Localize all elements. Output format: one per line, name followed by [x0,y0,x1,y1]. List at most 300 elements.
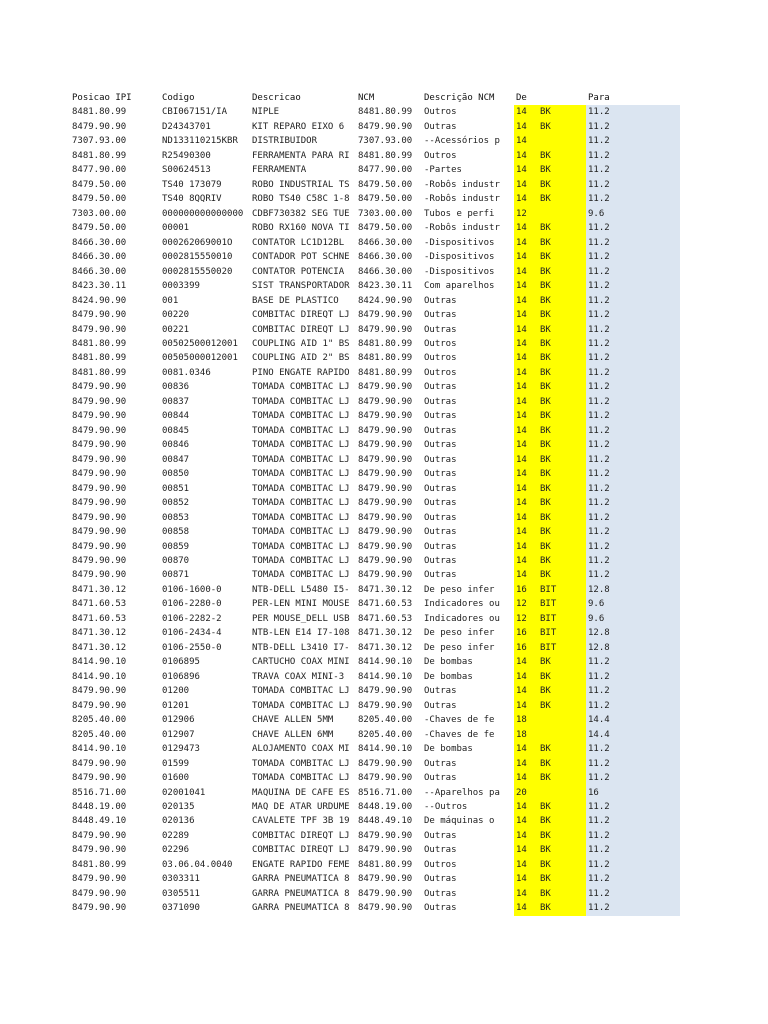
cell-descricao-ncm[interactable]: -Chaves de fe [424,729,495,740]
cell-tipo[interactable]: BK [538,409,588,423]
cell-descricao[interactable]: CARTUCHO COAX MINI [252,657,350,668]
cell-descricao-ncm[interactable]: Outros [424,107,457,118]
cell-de[interactable]: 14 [514,771,540,785]
cell-descricao-ncm[interactable]: Outras [424,454,457,465]
cell-ncm[interactable]: 8466.30.00 [358,266,413,277]
cell-ncm[interactable]: 8466.30.00 [358,237,413,248]
cell-para[interactable]: 11.2 [586,800,680,814]
cell-ncm[interactable]: 7307.93.00 [358,136,413,147]
cell-posicao-ipi[interactable]: 8471.60.53 [72,613,127,624]
cell-descricao-ncm[interactable]: Outras [424,903,457,914]
cell-codigo[interactable]: 0106895 [162,657,200,668]
cell-tipo[interactable]: BK [538,843,588,857]
cell-ncm[interactable]: 8471.60.53 [358,613,413,624]
cell-descricao-ncm[interactable]: Outras [424,425,457,436]
cell-de[interactable]: 14 [514,351,540,365]
cell-para[interactable]: 11.2 [586,453,680,467]
cell-de[interactable]: 14 [514,482,540,496]
cell-de[interactable]: 14 [514,887,540,901]
cell-para[interactable]: 11.2 [586,424,680,438]
cell-posicao-ipi[interactable]: 8424.90.90 [72,295,127,306]
cell-descricao[interactable]: TRAVA COAX MINI-3 [252,671,345,682]
cell-tipo[interactable]: BIT [538,583,588,597]
cell-de[interactable]: 14 [514,250,540,264]
cell-para[interactable]: 11.2 [586,337,680,351]
cell-tipo[interactable]: BK [538,901,588,915]
cell-descricao-ncm[interactable]: Outras [424,498,457,509]
cell-descricao-ncm[interactable]: Outras [424,758,457,769]
cell-tipo[interactable]: BK [538,655,588,669]
cell-descricao[interactable]: TOMADA COMBITAC LJ [252,498,350,509]
cell-de[interactable]: 14 [514,684,540,698]
cell-descricao[interactable]: TOMADA COMBITAC LJ [252,483,350,494]
cell-para[interactable]: 11.2 [586,901,680,915]
cell-tipo[interactable]: BK [538,192,588,206]
cell-descricao-ncm[interactable]: Outras [424,440,457,451]
cell-descricao-ncm[interactable]: Outras [424,686,457,697]
cell-ncm[interactable]: 8479.90.90 [358,570,413,581]
cell-ncm[interactable]: 8481.80.99 [358,150,413,161]
cell-descricao[interactable]: CHAVE ALLEN 6MM [252,729,334,740]
cell-de[interactable]: 14 [514,511,540,525]
cell-descricao-ncm[interactable]: -Robôs industr [424,223,500,234]
cell-para[interactable]: 11.2 [586,525,680,539]
cell-de[interactable]: 14 [514,337,540,351]
cell-para[interactable]: 11.2 [586,829,680,843]
cell-tipo[interactable]: BK [538,525,588,539]
cell-posicao-ipi[interactable]: 8479.90.90 [72,773,127,784]
cell-descricao[interactable]: TOMADA COMBITAC LJ [252,570,350,581]
cell-para[interactable]: 9.6 [586,597,680,611]
cell-descricao[interactable]: NTB-DELL L5480 I5- [252,584,350,595]
cell-posicao-ipi[interactable]: 8414.90.10 [72,657,127,668]
cell-para[interactable]: 11.2 [586,236,680,250]
cell-posicao-ipi[interactable]: 8479.90.90 [72,527,127,538]
cell-posicao-ipi[interactable]: 8205.40.00 [72,729,127,740]
cell-tipo[interactable]: BK [538,568,588,582]
cell-ncm[interactable]: 8479.90.90 [358,773,413,784]
cell-ncm[interactable]: 8471.30.12 [358,584,413,595]
cell-tipo[interactable]: BK [538,742,588,756]
cell-posicao-ipi[interactable]: 8448.49.10 [72,816,127,827]
cell-tipo[interactable]: BK [538,438,588,452]
cell-codigo[interactable]: 0305511 [162,888,200,899]
cell-descricao[interactable]: COUPLING AID 1" BS [252,338,350,349]
cell-de[interactable]: 14 [514,670,540,684]
cell-ncm[interactable]: 8479.90.90 [358,686,413,697]
cell-descricao-ncm[interactable]: Outros [424,338,457,349]
cell-ncm[interactable]: 8479.90.90 [358,527,413,538]
cell-para[interactable]: 11.2 [586,308,680,322]
cell-de[interactable]: 14 [514,467,540,481]
cell-posicao-ipi[interactable]: 8479.50.00 [72,223,127,234]
cell-para[interactable]: 16 [586,786,680,800]
cell-posicao-ipi[interactable]: 8479.90.90 [72,570,127,581]
cell-de[interactable]: 14 [514,236,540,250]
cell-tipo[interactable]: BK [538,323,588,337]
cell-tipo[interactable]: BIT [538,641,588,655]
cell-de[interactable]: 12 [514,612,540,626]
cell-codigo[interactable]: 00844 [162,411,190,422]
cell-posicao-ipi[interactable]: 8471.30.12 [72,584,127,595]
cell-descricao[interactable]: SIST TRANSPORTADOR [252,281,350,292]
cell-codigo[interactable]: 0106896 [162,671,200,682]
cell-descricao-ncm[interactable]: De máquinas o [424,816,495,827]
cell-descricao-ncm[interactable]: -Partes [424,165,462,176]
cell-codigo[interactable]: 01600 [162,773,190,784]
cell-ncm[interactable]: 8479.90.90 [358,324,413,335]
cell-descricao-ncm[interactable]: Outras [424,295,457,306]
cell-descricao[interactable]: TOMADA COMBITAC LJ [252,773,350,784]
cell-de[interactable]: 14 [514,525,540,539]
cell-tipo[interactable]: BK [538,554,588,568]
cell-tipo[interactable]: BK [538,351,588,365]
cell-posicao-ipi[interactable]: 8481.80.99 [72,150,127,161]
cell-descricao-ncm[interactable]: Outros [424,353,457,364]
cell-para[interactable]: 11.2 [586,872,680,886]
cell-ncm[interactable]: 8448.49.10 [358,816,413,827]
cell-ncm[interactable]: 8423.30.11 [358,281,413,292]
cell-codigo[interactable]: 001 [162,295,179,306]
cell-descricao-ncm[interactable]: Outras [424,773,457,784]
cell-descricao[interactable]: FERRAMENTA PARA RI [252,150,350,161]
cell-codigo[interactable]: 02289 [162,830,190,841]
cell-para[interactable]: 11.2 [586,757,680,771]
cell-descricao[interactable]: TOMADA COMBITAC LJ [252,469,350,480]
cell-descricao[interactable]: DISTRIBUIDOR [252,136,318,147]
cell-ncm[interactable]: 8424.90.90 [358,295,413,306]
cell-codigo[interactable]: 00858 [162,527,190,538]
cell-de[interactable]: 14 [514,395,540,409]
cell-posicao-ipi[interactable]: 8481.80.99 [72,859,127,870]
cell-descricao[interactable]: ENGATE RAPIDO FEME [252,859,350,870]
cell-tipo[interactable]: BK [538,279,588,293]
cell-tipo[interactable]: BK [538,250,588,264]
cell-codigo[interactable]: 020136 [162,816,195,827]
cell-para[interactable]: 11.2 [586,279,680,293]
cell-descricao[interactable]: TOMADA COMBITAC LJ [252,758,350,769]
cell-codigo[interactable]: 0106-2280-0 [162,599,222,610]
cell-posicao-ipi[interactable]: 8479.90.90 [72,498,127,509]
cell-ncm[interactable]: 7303.00.00 [358,208,413,219]
cell-ncm[interactable]: 8479.90.90 [358,425,413,436]
cell-tipo[interactable]: BK [538,684,588,698]
cell-ncm[interactable]: 8471.30.12 [358,628,413,639]
header-posicao-ipi[interactable]: Posicao IPI [72,93,132,103]
cell-descricao-ncm[interactable]: De bombas [424,657,473,668]
cell-descricao-ncm[interactable]: De bombas [424,744,473,755]
cell-de[interactable]: 12 [514,207,540,221]
cell-descricao-ncm[interactable]: Outras [424,830,457,841]
cell-para[interactable]: 11.2 [586,655,680,669]
cell-descricao-ncm[interactable]: Outras [424,483,457,494]
cell-posicao-ipi[interactable]: 8479.90.90 [72,830,127,841]
cell-codigo[interactable]: 0003399 [162,281,200,292]
cell-codigo[interactable]: 01200 [162,686,190,697]
cell-codigo[interactable]: 00847 [162,454,190,465]
cell-tipo[interactable] [538,786,588,800]
cell-para[interactable]: 11.2 [586,771,680,785]
cell-ncm[interactable]: 8479.90.90 [358,310,413,321]
cell-codigo[interactable]: 0303311 [162,874,200,885]
cell-de[interactable]: 14 [514,757,540,771]
cell-de[interactable]: 14 [514,901,540,915]
cell-codigo[interactable]: 00850 [162,469,190,480]
cell-posicao-ipi[interactable]: 8479.90.90 [72,874,127,885]
cell-descricao[interactable]: COMBITAC DIREQT LJ [252,324,350,335]
cell-descricao-ncm[interactable]: Outros [424,150,457,161]
cell-codigo[interactable]: S00624513 [162,165,211,176]
cell-de[interactable]: 14 [514,843,540,857]
cell-posicao-ipi[interactable]: 8471.30.12 [72,628,127,639]
cell-descricao-ncm[interactable]: Outras [424,382,457,393]
cell-codigo[interactable]: 00502500012001 [162,338,238,349]
cell-tipo[interactable]: BIT [538,626,588,640]
cell-codigo[interactable]: 0106-1600-0 [162,584,222,595]
cell-descricao[interactable]: NTB-DELL L3410 I7- [252,642,350,653]
cell-posicao-ipi[interactable]: 8414.90.10 [72,744,127,755]
cell-de[interactable]: 12 [514,597,540,611]
cell-tipo[interactable]: BK [538,366,588,380]
cell-tipo[interactable]: BK [538,496,588,510]
cell-para[interactable]: 11.2 [586,395,680,409]
cell-ncm[interactable]: 8479.90.90 [358,845,413,856]
cell-para[interactable]: 11.2 [586,192,680,206]
cell-codigo[interactable]: 0002815550010 [162,252,233,263]
cell-tipo[interactable]: BK [538,337,588,351]
cell-tipo[interactable]: BK [538,265,588,279]
cell-descricao[interactable]: CHAVE ALLEN 5MM [252,715,334,726]
cell-descricao-ncm[interactable]: Outras [424,411,457,422]
cell-para[interactable]: 11.2 [586,568,680,582]
cell-tipo[interactable]: BK [538,858,588,872]
cell-descricao[interactable]: PER MOUSE_DELL USB [252,613,350,624]
cell-descricao[interactable]: TOMADA COMBITAC LJ [252,527,350,538]
cell-descricao[interactable]: COUPLING AID 2" BS [252,353,350,364]
cell-de[interactable]: 14 [514,265,540,279]
cell-posicao-ipi[interactable]: 8479.90.90 [72,483,127,494]
cell-de[interactable]: 14 [514,496,540,510]
cell-de[interactable]: 14 [514,829,540,843]
cell-tipo[interactable]: BK [538,482,588,496]
header-ncm[interactable]: NCM [358,93,375,103]
cell-codigo[interactable]: 00859 [162,541,190,552]
cell-tipo[interactable]: BK [538,453,588,467]
cell-para[interactable]: 11.2 [586,540,680,554]
cell-para[interactable]: 11.2 [586,699,680,713]
cell-ncm[interactable]: 8481.80.99 [358,353,413,364]
cell-ncm[interactable]: 8414.90.10 [358,744,413,755]
cell-posicao-ipi[interactable]: 8479.90.90 [72,541,127,552]
cell-descricao-ncm[interactable]: Outras [424,527,457,538]
cell-ncm[interactable]: 8479.90.90 [358,440,413,451]
cell-tipo[interactable]: BIT [538,612,588,626]
cell-para[interactable]: 11.2 [586,323,680,337]
header-para[interactable]: Para [588,93,610,103]
cell-codigo[interactable]: 00837 [162,396,190,407]
cell-ncm[interactable]: 8414.90.10 [358,657,413,668]
cell-ncm[interactable]: 8479.90.90 [358,382,413,393]
cell-ncm[interactable]: 8479.90.90 [358,903,413,914]
cell-descricao[interactable]: ROBO TS40 C58C 1-8 [252,194,350,205]
cell-descricao[interactable]: PER-LEN MINI MOUSE [252,599,350,610]
cell-de[interactable]: 18 [514,713,540,727]
cell-codigo[interactable]: 000000000000000 [162,208,244,219]
cell-ncm[interactable]: 8479.90.90 [358,469,413,480]
cell-descricao[interactable]: NIPLE [252,107,280,118]
cell-ncm[interactable]: 8516.71.00 [358,787,413,798]
cell-ncm[interactable]: 8481.80.99 [358,338,413,349]
cell-codigo[interactable]: 00001 [162,223,190,234]
cell-descricao[interactable]: TOMADA COMBITAC LJ [252,454,350,465]
cell-de[interactable]: 14 [514,800,540,814]
cell-para[interactable]: 11.2 [586,887,680,901]
cell-posicao-ipi[interactable]: 8205.40.00 [72,715,127,726]
cell-posicao-ipi[interactable]: 8479.90.90 [72,758,127,769]
cell-posicao-ipi[interactable]: 8516.71.00 [72,787,127,798]
cell-descricao-ncm[interactable]: Outras [424,541,457,552]
cell-descricao-ncm[interactable]: -Dispositivos [424,237,495,248]
cell-descricao-ncm[interactable]: De peso infer [424,642,495,653]
cell-ncm[interactable]: 8479.90.90 [358,498,413,509]
cell-para[interactable]: 11.2 [586,178,680,192]
cell-ncm[interactable]: 8479.90.90 [358,454,413,465]
cell-tipo[interactable]: BK [538,771,588,785]
cell-de[interactable]: 14 [514,438,540,452]
cell-posicao-ipi[interactable]: 8466.30.00 [72,237,127,248]
cell-de[interactable]: 14 [514,192,540,206]
cell-de[interactable]: 14 [514,221,540,235]
cell-descricao[interactable]: MAQ DE ATAR URDUME [252,801,350,812]
cell-ncm[interactable]: 8479.90.90 [358,830,413,841]
cell-de[interactable]: 14 [514,858,540,872]
cell-para[interactable]: 11.2 [586,120,680,134]
cell-descricao-ncm[interactable]: Outras [424,556,457,566]
cell-de[interactable]: 14 [514,554,540,568]
cell-codigo[interactable]: CBI067151/IA [162,107,228,118]
cell-posicao-ipi[interactable]: 8479.90.90 [72,396,127,407]
cell-tipo[interactable]: BK [538,757,588,771]
cell-tipo[interactable]: BK [538,105,588,119]
cell-de[interactable]: 14 [514,178,540,192]
cell-posicao-ipi[interactable]: 8481.80.99 [72,353,127,364]
cell-posicao-ipi[interactable]: 8414.90.10 [72,671,127,682]
cell-codigo[interactable]: 0371090 [162,903,200,914]
cell-codigo[interactable]: 0081.0346 [162,367,211,378]
cell-descricao[interactable]: TOMADA COMBITAC LJ [252,541,350,552]
cell-descricao-ncm[interactable]: -Chaves de fe [424,715,495,726]
cell-de[interactable]: 20 [514,786,540,800]
cell-para[interactable]: 11.2 [586,496,680,510]
cell-descricao-ncm[interactable]: -Dispositivos [424,266,495,277]
cell-posicao-ipi[interactable]: 8466.30.00 [72,266,127,277]
cell-descricao[interactable]: GARRA PNEUMATICA 8 [252,903,350,914]
cell-para[interactable]: 11.2 [586,467,680,481]
cell-descricao[interactable]: TOMADA COMBITAC LJ [252,382,350,393]
cell-para[interactable]: 11.2 [586,684,680,698]
cell-posicao-ipi[interactable]: 7303.00.00 [72,208,127,219]
cell-descricao-ncm[interactable]: Outras [424,700,457,711]
cell-posicao-ipi[interactable]: 8479.90.90 [72,425,127,436]
cell-codigo[interactable]: 012906 [162,715,195,726]
cell-codigo[interactable]: 0106-2550-0 [162,642,222,653]
cell-tipo[interactable]: BK [538,511,588,525]
cell-codigo[interactable]: 03.06.04.0040 [162,859,233,870]
cell-de[interactable]: 14 [514,366,540,380]
cell-tipo[interactable]: BK [538,163,588,177]
cell-ncm[interactable]: 8479.90.90 [358,758,413,769]
cell-para[interactable]: 11.2 [586,511,680,525]
cell-para[interactable]: 11.2 [586,163,680,177]
cell-tipo[interactable] [538,134,588,148]
cell-posicao-ipi[interactable]: 7307.93.00 [72,136,127,147]
header-descricao-ncm[interactable]: Descrição NCM [424,93,495,103]
cell-ncm[interactable]: 8479.90.90 [358,700,413,711]
cell-de[interactable]: 14 [514,294,540,308]
cell-de[interactable]: 14 [514,814,540,828]
cell-descricao-ncm[interactable]: Outras [424,469,457,480]
cell-tipo[interactable] [538,207,588,221]
cell-codigo[interactable]: TS40 173079 [162,179,222,190]
cell-descricao[interactable]: MAQUINA DE CAFE ES [252,787,350,798]
cell-tipo[interactable]: BK [538,887,588,901]
cell-codigo[interactable]: 0106-2434-4 [162,628,222,639]
cell-descricao-ncm[interactable]: Outros [424,859,457,870]
cell-descricao[interactable]: TOMADA COMBITAC LJ [252,440,350,451]
cell-ncm[interactable]: 8479.90.90 [358,121,413,132]
cell-para[interactable]: 11.2 [586,670,680,684]
cell-codigo[interactable]: 00845 [162,425,190,436]
cell-posicao-ipi[interactable]: 8479.90.90 [72,556,127,566]
cell-de[interactable]: 14 [514,424,540,438]
cell-descricao-ncm[interactable]: -Robôs industr [424,179,500,190]
cell-ncm[interactable]: 8481.80.99 [358,367,413,378]
cell-posicao-ipi[interactable]: 8466.30.00 [72,252,127,263]
cell-ncm[interactable]: 8471.30.12 [358,642,413,653]
cell-descricao-ncm[interactable]: --Acessórios p [424,136,500,147]
cell-tipo[interactable]: BK [538,380,588,394]
cell-tipo[interactable]: BK [538,395,588,409]
cell-para[interactable]: 11.2 [586,814,680,828]
cell-de[interactable]: 14 [514,163,540,177]
header-de[interactable]: De [516,93,527,103]
cell-tipo[interactable]: BK [538,221,588,235]
cell-descricao[interactable]: TOMADA COMBITAC LJ [252,425,350,436]
cell-descricao-ncm[interactable]: De peso infer [424,584,495,595]
cell-posicao-ipi[interactable]: 8479.90.90 [72,512,127,523]
cell-de[interactable]: 14 [514,105,540,119]
cell-descricao-ncm[interactable]: -Robôs industr [424,194,500,205]
cell-para[interactable]: 11.2 [586,554,680,568]
cell-ncm[interactable]: 8414.90.10 [358,671,413,682]
cell-descricao[interactable]: TOMADA COMBITAC LJ [252,396,350,407]
cell-de[interactable]: 14 [514,453,540,467]
cell-tipo[interactable]: BK [538,149,588,163]
cell-ncm[interactable]: 8479.90.90 [358,411,413,422]
cell-posicao-ipi[interactable]: 8479.90.90 [72,903,127,914]
cell-tipo[interactable]: BK [538,829,588,843]
cell-tipo[interactable]: BK [538,699,588,713]
cell-tipo[interactable]: BK [538,540,588,554]
cell-ncm[interactable]: 8481.80.99 [358,107,413,118]
cell-para[interactable]: 11.2 [586,380,680,394]
cell-para[interactable]: 12.8 [586,626,680,640]
cell-codigo[interactable]: 00852 [162,498,190,509]
cell-ncm[interactable]: 8466.30.00 [358,252,413,263]
cell-de[interactable]: 16 [514,626,540,640]
cell-de[interactable]: 14 [514,742,540,756]
cell-posicao-ipi[interactable]: 8479.90.90 [72,440,127,451]
